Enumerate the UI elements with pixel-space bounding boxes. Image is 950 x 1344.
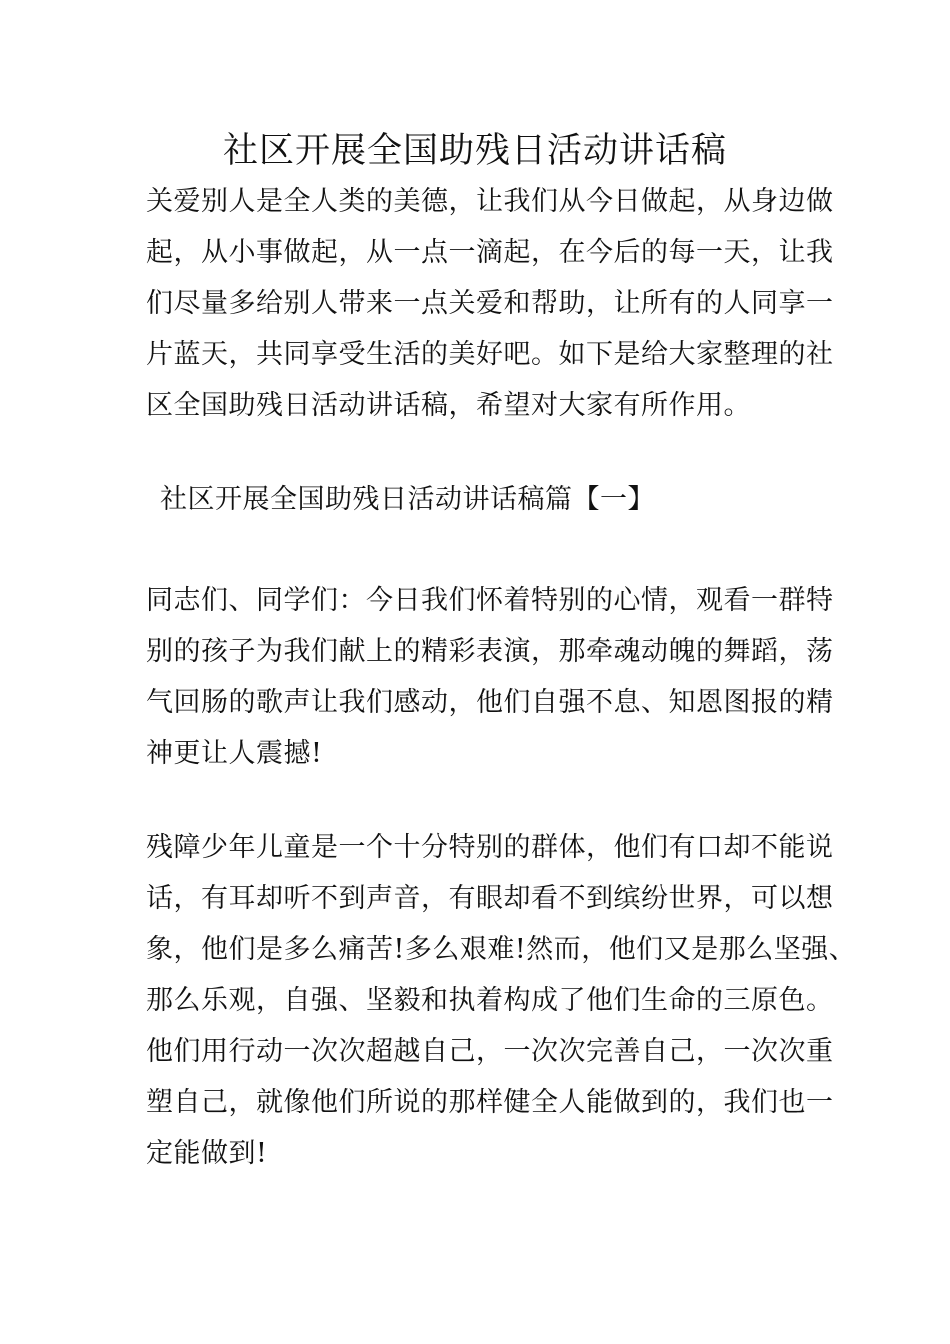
intro-line: 们尽量多给别人带来一点关爱和帮助，让所有的人同享一 bbox=[146, 288, 834, 319]
intro-line: 关爱别人是全人类的美德，让我们从今日做起，从身边做 bbox=[146, 186, 834, 217]
paragraph-line: 话，有耳却听不到声音，有眼却看不到缤纷世界，可以想 bbox=[146, 883, 834, 914]
paragraph-line: 神更让人震撼! bbox=[146, 738, 323, 769]
paragraph-line: 那么乐观，自强、坚毅和执着构成了他们生命的三原色。 bbox=[146, 985, 834, 1016]
paragraph-line: 塑自己，就像他们所说的那样健全人能做到的，我们也一 bbox=[146, 1087, 834, 1118]
paragraph-line: 气回肠的歌声让我们感动，他们自强不息、知恩图报的精 bbox=[146, 687, 834, 718]
paragraph-line: 他们用行动一次次超越自己，一次次完善自己，一次次重 bbox=[146, 1036, 834, 1067]
speech-paragraph-1 bbox=[146, 575, 834, 779]
intro-line: 起，从小事做起，从一点一滴起，在今后的每一天，让我 bbox=[146, 237, 834, 268]
paragraph-line: 同志们、同学们：今日我们怀着特别的心情，观看一群特 bbox=[146, 585, 834, 616]
section-heading bbox=[160, 474, 828, 525]
document-title: 社区开展全国助残日活动讲话稿 bbox=[222, 131, 727, 171]
paragraph-line: 象，他们是多么痛苦!多么艰难!然而，他们又是那么坚强、 bbox=[146, 934, 857, 965]
intro-line: 区全国助残日活动讲话稿，希望对大家有所作用。 bbox=[146, 390, 751, 421]
speech-paragraph-2 bbox=[146, 822, 857, 1179]
paragraph-line: 定能做到! bbox=[146, 1138, 268, 1169]
section-heading-text: 社区开展全国助残日活动讲话稿篇【一】 bbox=[160, 484, 655, 515]
intro-line: 片蓝天，共同享受生活的美好吧。如下是给大家整理的社 bbox=[146, 339, 834, 370]
paragraph-line: 别的孩子为我们献上的精彩表演，那牵魂动魄的舞蹈，荡 bbox=[146, 636, 834, 667]
paragraph-line: 残障少年儿童是一个十分特别的群体，他们有口却不能说 bbox=[146, 832, 834, 863]
intro-paragraph bbox=[146, 176, 834, 431]
